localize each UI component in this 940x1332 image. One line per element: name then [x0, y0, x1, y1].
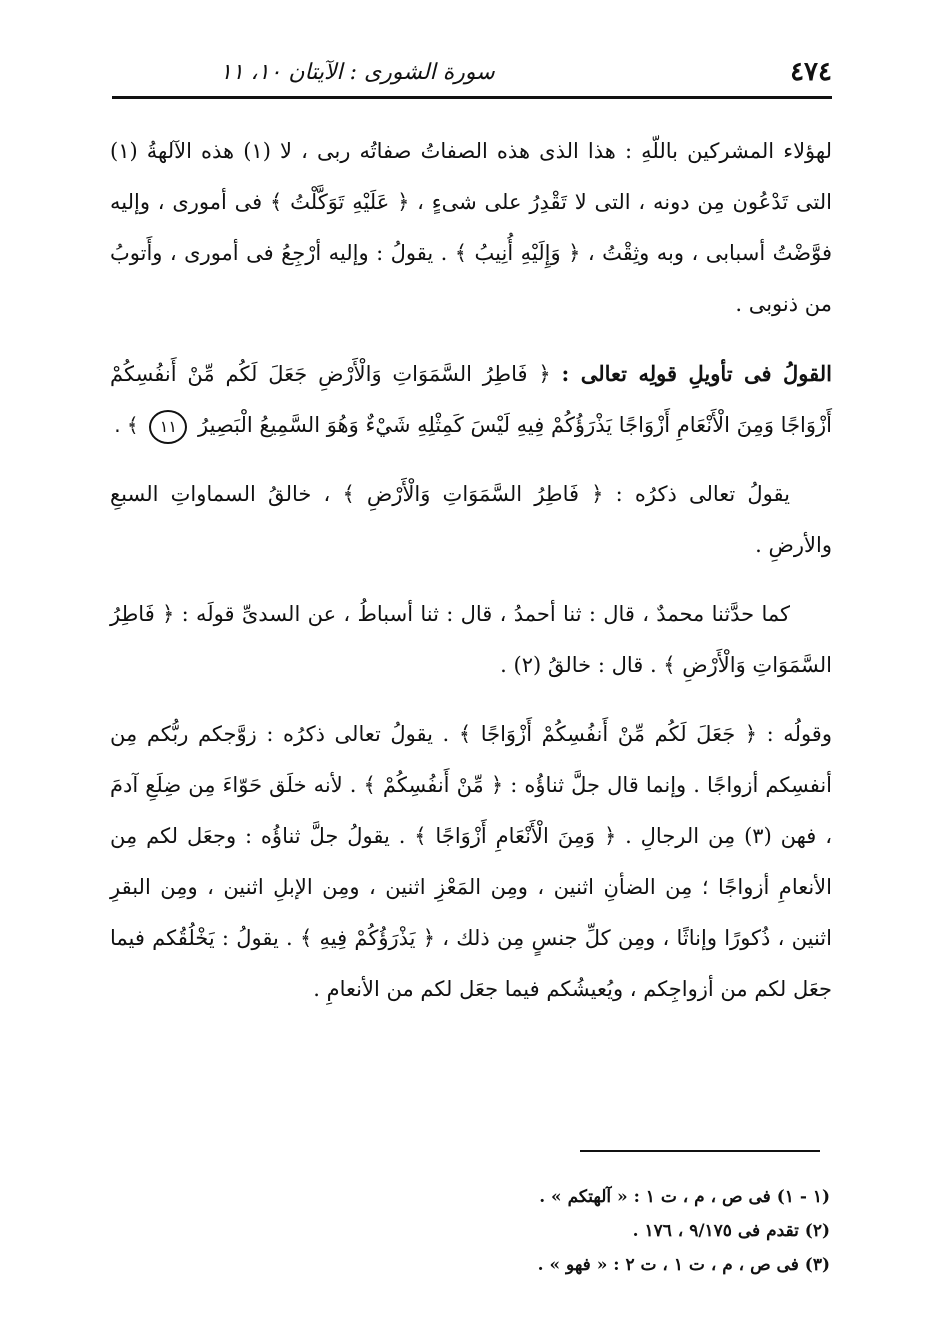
header-rule: [112, 96, 832, 99]
verse-close: ﴾ .: [114, 413, 139, 437]
page-header: [110, 52, 832, 92]
paragraph-2: [110, 348, 832, 451]
footnotes: [420, 1180, 830, 1282]
paragraph-4: كما حدَّثنا محمدٌ ، قال : ثنا أحمدُ ، قال : ثنا أسباطُ ، عن السدىِّ قولَه : ﴿ فَاطِرُ السَّمَوَاتِ وَالْأَرْضِ ﴾ . قال : خالقُ (٢) .: [110, 602, 832, 677]
quran-verse: ﴿ فَاطِرُ السَّمَوَاتِ وَالْأَرْضِ جَعَلَ لَكُم مِّنْ أَنفُسِكُمْ أَزْوَاجًا وَمِنَ الْأَنْعَامِ أَزْوَاجًا يَذْرَؤُكُمْ فِيهِ لَيْسَ كَمِثْلِهِ شَيْءٌ وَهُوَ السَّمِيعُ الْبَصِيرُ: [110, 362, 832, 437]
footnote-3: (٣) فى ص ، م ، ت ١ ، ت ٢ : « فهو » .: [537, 1255, 830, 1275]
paragraph-3: يقولُ تعالى ذكرُه : ﴿ فَاطِرُ السَّمَوَاتِ وَالْأَرْضِ ﴾ ، خالقُ السماواتِ السبعِ والأرضِ .: [110, 482, 832, 557]
paragraph-5: وقولُه : ﴿ جَعَلَ لَكُم مِّنْ أَنفُسِكُمْ أَزْوَاجًا ﴾ . يقولُ تعالى ذكرُه : زوَّجكم ربُّكم مِن أنفسِكم أزواجًا . وإنما قال جلَّ ثناؤُه : ﴿ مِّنْ أَنفُسِكُمْ ﴾ . لأنه خلَق حَوّاءَ مِن ضِلَعِ آدمَ ، فهن (٣) مِن الرجالِ . ﴿ وَمِنَ الْأَنْعَامِ أَزْوَاجًا ﴾ . يقولُ جلَّ ثناؤُه : وجعَل لكم مِن الأنعامِ أزواجًا ؛ مِن الضأنِ اثنين ، ومِن المَعْزِ اثنين ، ومِن الإبلِ اثنين ، ومِن البقرِ اثنين ، ذُكورًا وإناثًا ، ومِن كلِّ جنسٍ مِن ذلك ، ﴿ يَذْرَؤُكُمْ فِيهِ ﴾ . يقولُ : يَخْلُقُكم فيما جعَل لكم من أزواجِكم ، ويُعيشُكم فيما جعَل لكم من الأنعامِ .: [110, 722, 832, 1001]
footnote-rule: [580, 1150, 820, 1152]
section-heading: القولُ فى تأويلِ قولِه تعالى :: [561, 361, 832, 386]
footnote-1: (١ - ١) فى ص ، م ، ت ١ : « آلهتكم » .: [539, 1187, 830, 1207]
ayah-number-marker: ١١: [149, 410, 187, 444]
footnote-2: (٢) تقدم فى ٩/١٧٥ ، ١٧٦ .: [632, 1221, 830, 1241]
page-number: ٤٧٤: [790, 57, 832, 87]
running-title: سورة الشورى : الآيتان ١٠، ١١: [220, 59, 495, 85]
main-text: [110, 126, 832, 1033]
paragraph-1: لهؤلاء المشركين باللّهِ : هذا الذى هذه الصفاتُ صفاتُه ربى ، لا (١) هذه الآلهةُ (١) التى تَدْعُون مِن دونه ، التى لا تَقْدِرُ على شىءٍ ، ﴿ عَلَيْهِ تَوَكَّلْتُ ﴾ فى أمورى ، وإليه فوَّضْتُ أسبابى ، وبه وثِقْتُ ، ﴿ وَإِلَيْهِ أُنِيبُ ﴾ . يقولُ : وإليه أرْجِعُ فى أمورى ، وأَتوبُ من ذنوبى .: [110, 139, 832, 316]
